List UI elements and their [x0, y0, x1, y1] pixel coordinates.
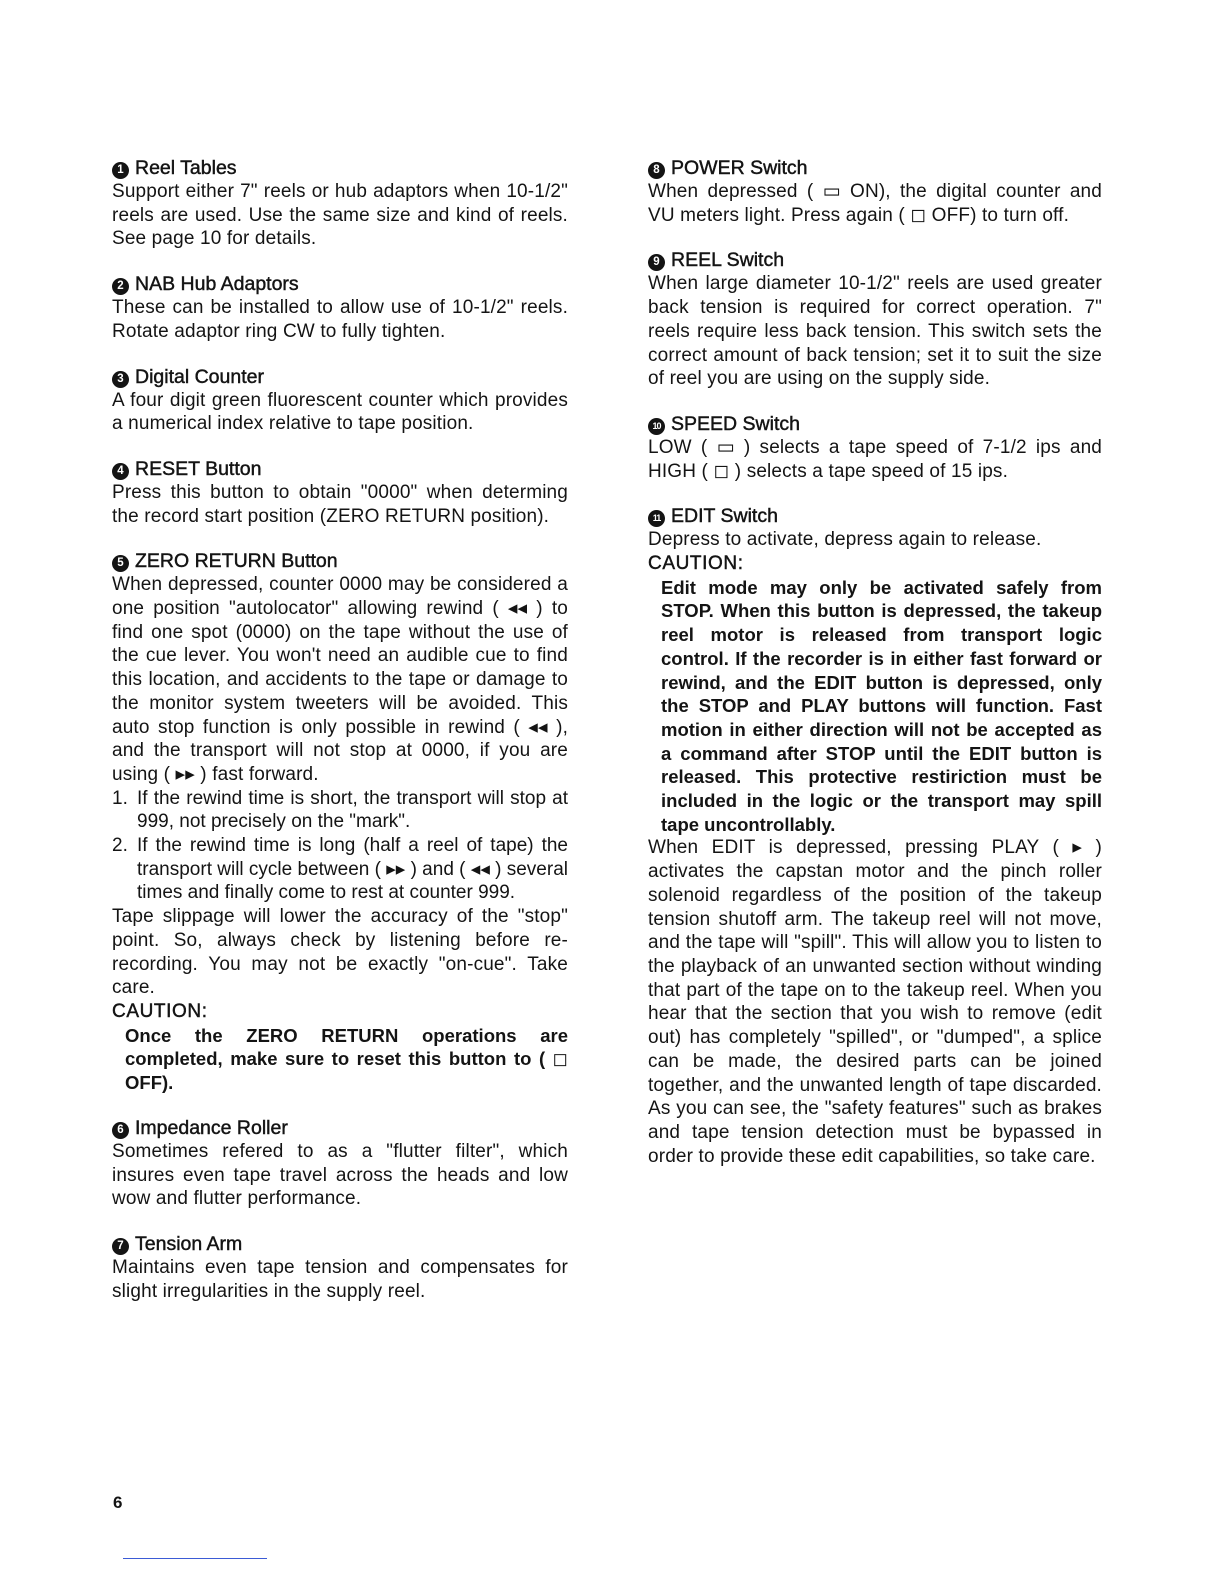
section-power-switch [648, 156, 1102, 227]
section-heading [112, 272, 568, 296]
section-reel-tables [112, 156, 568, 251]
section-title: RESET Button [135, 457, 262, 480]
section-body: When depressed, counter 0000 may be considered a one position "autolocator" allowing rewind ( ◂◂ ) to find one spot (0000) on the tape without the use of the cue lever. You won't need an audible cue to find this location, and accidents to the tape or damage to the monitor system tweeters will be avoided. This auto stop function is only possible in rewind ( ◂◂ ), and the transport will not stop at 0000, if you are using ( ▸▸ ) fast forward. [112, 574, 568, 785]
section-heading [112, 1116, 568, 1140]
item-number-badge: 3 [112, 371, 129, 388]
step-text: If the rewind time is long (half a reel of tape) the transport will cycle between ( ▸▸ ) and ( ◂◂ ) several times and finally come to rest at counter 999. [137, 835, 568, 904]
section-heading [648, 504, 1102, 528]
section-heading [112, 1232, 568, 1256]
section-body: When depressed ( ▭ ON), the digital counter and VU meters light. Press again ( ◻ OFF) to turn off. [648, 181, 1102, 226]
caution-text: Edit mode may only be activated safely from STOP. When this button is depressed, the takeup reel motor is released from transport logic control. If the recorder is in either fast forward or rewind, and the EDIT button is depressed, only the STOP and PLAY buttons will function. Fast motion in either direction will not be accepted as a command after STOP until the EDIT button is released. This protective restiriction must be included in the logic or the transport may spill tape uncontrollably. [661, 576, 1102, 835]
section-body: When large diameter 10-1/2" reels are used greater back tension is required for correct operation. 7" reels require less back tension. This switch sets the correct amount of back tension; set it to suit the size of reel you are using on the supply side. [648, 273, 1102, 390]
step-number: 1. [112, 787, 128, 809]
section-body: LOW ( ▭ ) selects a tape speed of 7-1/2 ips and HIGH ( ◻ ) selects a tape speed of 15 ips. [648, 436, 1102, 482]
section-body: A four digit green fluorescent counter which provides a numerical index relative to tape position. [112, 389, 568, 435]
step-list [112, 787, 568, 906]
item-number-badge: 10 [648, 418, 665, 435]
section-body: Support either 7" reels or hub adaptors when 10-1/2" reels are used. Use the same size and kind of reels. See page 10 for details. [112, 181, 568, 250]
section-digital-counter [112, 365, 568, 436]
item-number-badge: 2 [112, 278, 129, 295]
section-title: NAB Hub Adaptors [135, 273, 299, 296]
item-number-badge: 1 [112, 162, 129, 179]
section-title: Reel Tables [135, 157, 237, 179]
section-title: EDIT Switch [671, 505, 778, 528]
section-heading [648, 248, 1102, 272]
section-heading [648, 156, 1102, 180]
section-title: Digital Counter [135, 365, 264, 388]
section-reset-button [112, 457, 568, 528]
section-tension-arm [112, 1232, 568, 1303]
section-title: SPEED Switch [671, 412, 800, 435]
caution-text: Once the ZERO RETURN operations are completed, make sure to reset this button to ( ◻ OFF). [125, 1024, 568, 1094]
item-number-badge: 11 [648, 510, 665, 527]
section-heading [112, 156, 568, 180]
section-title: Tension Arm [135, 1232, 243, 1255]
section-body: Sometimes refered to as a "flutter filter", which insures even tape travel across the heads and low wow and flutter performance. [112, 1140, 568, 1210]
item-number-badge: 5 [112, 555, 129, 572]
section-body: These can be installed to allow use of 10-1/2" reels. Rotate adaptor ring CW to fully tighten. [112, 297, 568, 342]
section-heading [112, 549, 568, 573]
section-body-continued: Tape slippage will lower the accuracy of the "stop" point. So, always check by listening before re-recording. You may not be exactly "on-cue". Take care. [112, 906, 568, 999]
footer-rule [123, 1558, 267, 1559]
item-number-badge: 7 [112, 1238, 129, 1255]
section-reel-switch [648, 248, 1102, 391]
section-heading [112, 457, 568, 481]
caution-label: CAUTION: [112, 1000, 208, 1022]
section-title: POWER Switch [671, 157, 808, 179]
left-column [112, 156, 568, 1324]
section-impedance-roller [112, 1116, 568, 1211]
section-title: Impedance Roller [135, 1116, 288, 1139]
step-number: 2. [112, 835, 128, 857]
list-item [112, 834, 568, 905]
section-body: Maintains even tape tension and compensates for slight irregularities in the supply reel. [112, 1256, 568, 1302]
section-body: Press this button to obtain "0000" when determing the record start position (ZERO RETURN position). [112, 481, 568, 527]
list-item [112, 787, 568, 834]
section-body: Depress to activate, depress again to release. [648, 529, 1042, 551]
item-number-badge: 6 [112, 1122, 129, 1139]
section-edit-switch [648, 504, 1102, 1168]
section-title: ZERO RETURN Button [135, 550, 338, 573]
caution-label: CAUTION: [648, 553, 744, 575]
item-number-badge: 9 [648, 254, 665, 271]
item-number-badge: 8 [648, 162, 665, 179]
section-nab-hub-adaptors [112, 272, 568, 343]
section-heading [112, 365, 568, 389]
step-text: If the rewind time is short, the transport will stop at 999, not precisely on the "mark". [137, 787, 568, 833]
section-title: REEL Switch [671, 249, 785, 272]
section-heading [648, 412, 1102, 436]
right-column [648, 156, 1102, 1189]
item-number-badge: 4 [112, 463, 129, 480]
section-zero-return-button [112, 549, 568, 1094]
page-number: 6 [113, 1493, 123, 1512]
section-speed-switch [648, 412, 1102, 483]
section-body-continued: When EDIT is depressed, pressing PLAY ( ▸ ) activates the capstan motor and the pinch roller solenoid regardless of the position of the takeup tension shutoff arm. The takeup reel will not move, and the tape will "spill". This will allow you to listen to the playback of an unwanted section without winding that part of the tape on to the takeup reel. When you hear that the section that you wish to remove (edit out) has completely "spilled", or "dumped", a splice can be made, the desired parts can be joined together, and the unwanted length of tape discarded. As you can see, the "safety features" such as brakes and tape tension detection must be bypassed in order to provide these edit capabilities, so take care. [648, 837, 1102, 1167]
